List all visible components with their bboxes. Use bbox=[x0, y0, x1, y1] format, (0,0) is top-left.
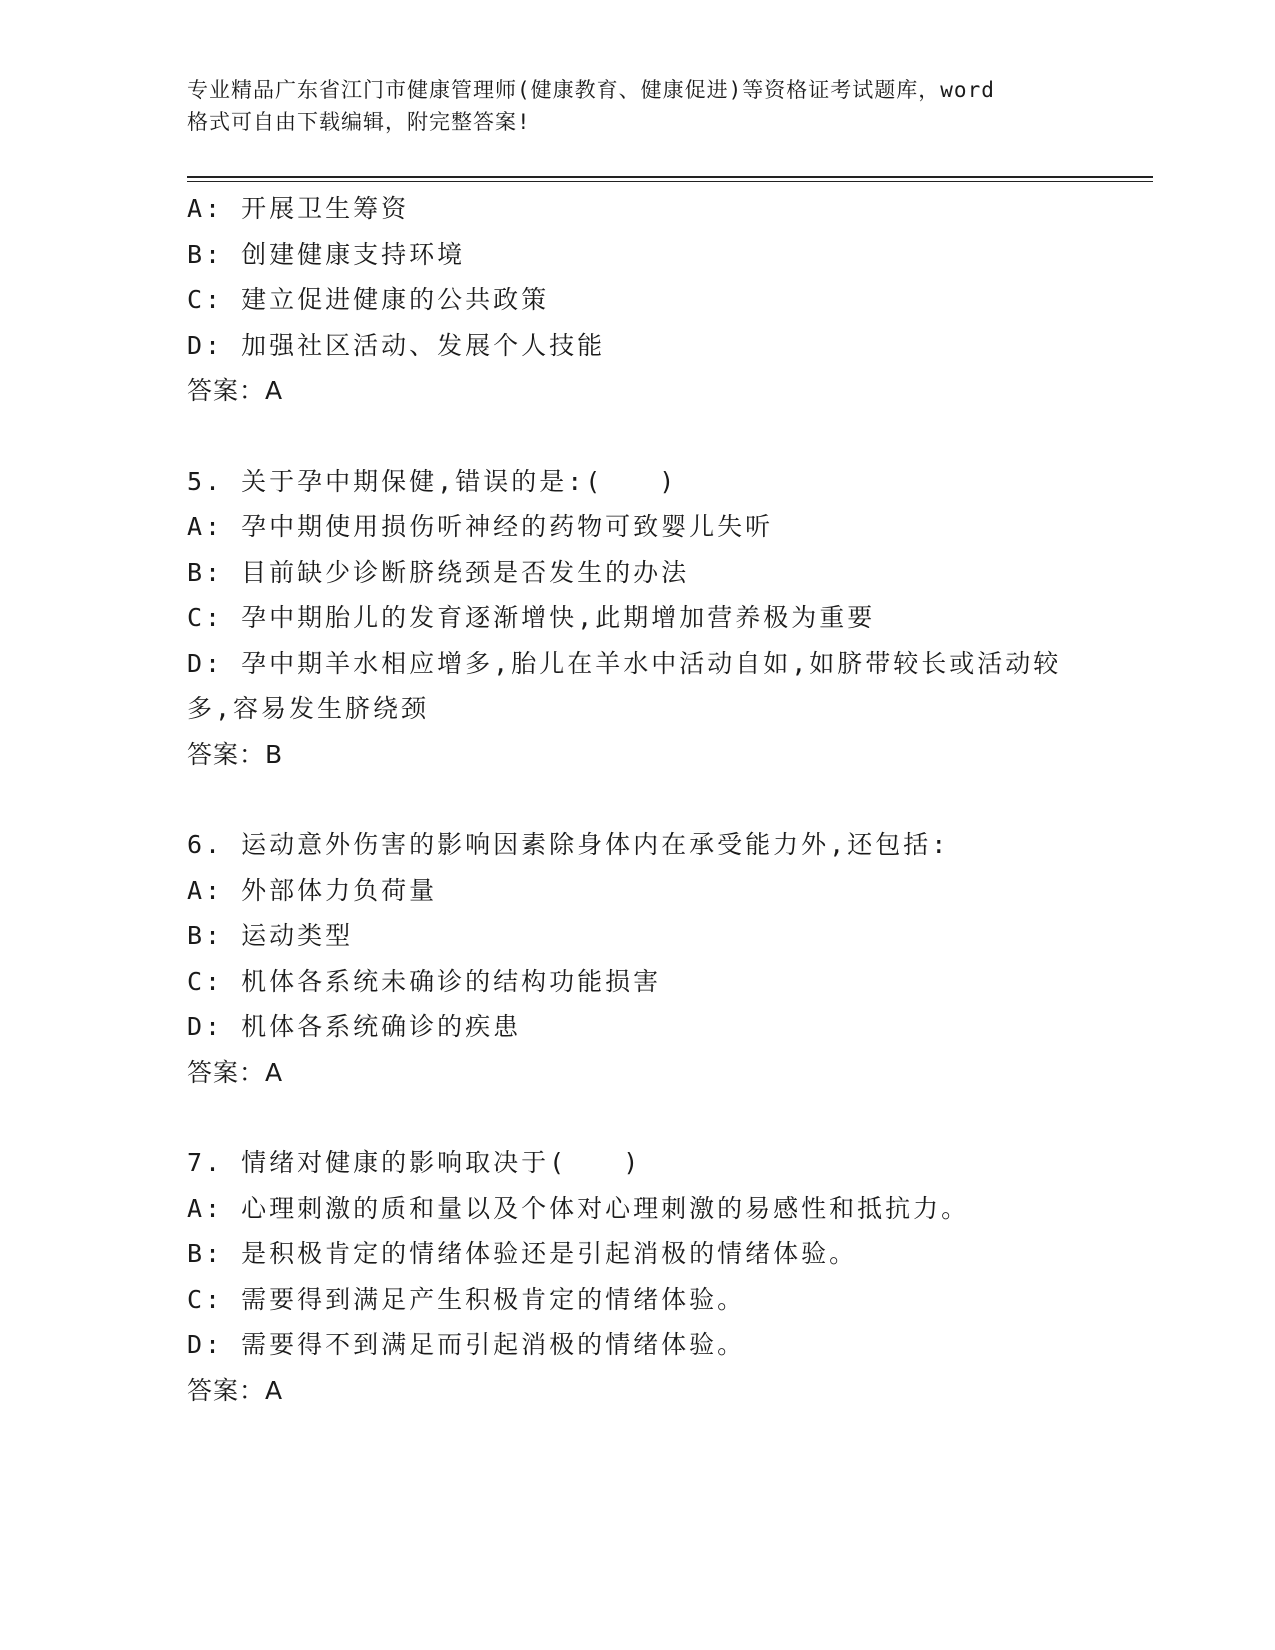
spacer bbox=[187, 414, 1087, 459]
q4-option-c: C: 建立促进健康的公共政策 bbox=[187, 285, 550, 314]
q5-option-a: A: 孕中期使用损伤听神经的药物可致婴儿失听 bbox=[187, 512, 774, 541]
q5-answer: 答案：B bbox=[187, 739, 284, 769]
header-divider-thin bbox=[187, 181, 1153, 182]
q5-option-d-continued: 多,容易发生脐绕颈 bbox=[187, 694, 430, 723]
question-6-block bbox=[187, 822, 1087, 1095]
q6-option-c: C: 机体各系统未确诊的结构功能损害 bbox=[187, 966, 662, 996]
q7-answer: 答案：A bbox=[187, 1375, 284, 1405]
q7-option-a: A: 心理刺激的质和量以及个体对心理刺激的易感性和抵抗力。 bbox=[187, 1193, 970, 1223]
q6-option-d: D: 机体各系统确诊的疾患 bbox=[187, 1012, 522, 1041]
spacer bbox=[187, 777, 1087, 822]
q6-question: 6. 运动意外伤害的影响因素除身体内在承受能力外,还包括: bbox=[187, 830, 950, 859]
q4-option-d: D: 加强社区活动、发展个人技能 bbox=[187, 330, 606, 360]
document-header bbox=[187, 74, 1087, 138]
q5-question: 5. 关于孕中期保健,错误的是:( ) bbox=[187, 466, 678, 496]
header-line-2: 格式可自由下载编辑，附完整答案! bbox=[187, 110, 531, 134]
q6-option-a: A: 外部体力负荷量 bbox=[187, 875, 438, 905]
header-line-1: 专业精品广东省江门市健康管理师(健康教育、健康促进)等资格证考试题库，word bbox=[187, 78, 995, 102]
q6-answer: 答案：A bbox=[187, 1057, 284, 1087]
q4-answer: 答案：A bbox=[187, 376, 284, 405]
spacer bbox=[187, 1095, 1087, 1140]
q7-option-d: D: 需要得不到满足而引起消极的情绪体验。 bbox=[187, 1330, 746, 1359]
question-7-block bbox=[187, 1140, 1087, 1413]
q6-option-b: B: 运动类型 bbox=[187, 921, 354, 950]
question-4-block bbox=[187, 186, 1087, 414]
q7-option-b: B: 是积极肯定的情绪体验还是引起消极的情绪体验。 bbox=[187, 1239, 858, 1268]
header-divider-thick bbox=[187, 176, 1153, 178]
q5-option-d: D: 孕中期羊水相应增多,胎儿在羊水中活动自如,如脐带较长或活动较 bbox=[187, 648, 1062, 678]
q4-option-b: B: 创建健康支持环境 bbox=[187, 239, 466, 269]
question-5-block bbox=[187, 459, 1087, 778]
q5-option-b: B: 目前缺少诊断脐绕颈是否发生的办法 bbox=[187, 557, 690, 587]
q5-option-c: C: 孕中期胎儿的发育逐渐增快,此期增加营养极为重要 bbox=[187, 603, 876, 632]
q7-option-c: C: 需要得到满足产生积极肯定的情绪体验。 bbox=[187, 1284, 746, 1314]
q7-question: 7. 情绪对健康的影响取决于( ) bbox=[187, 1148, 642, 1177]
q4-option-a: A: 开展卫生筹资 bbox=[187, 194, 410, 223]
question-list bbox=[187, 186, 1087, 1413]
